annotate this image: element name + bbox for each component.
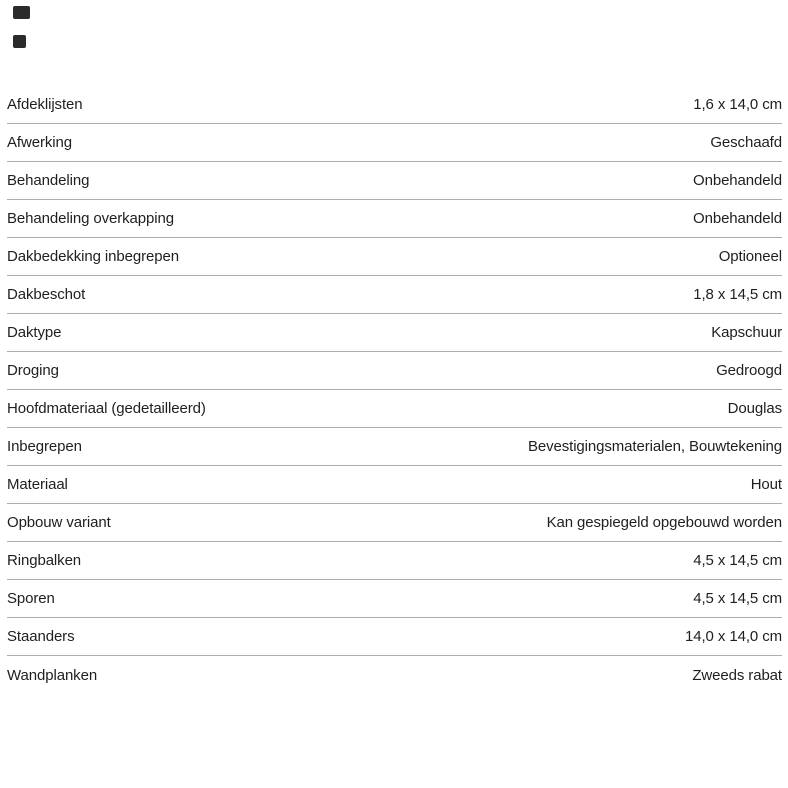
spec-label: Opbouw variant — [7, 514, 111, 531]
spec-row — [7, 162, 782, 200]
spec-value: 4,5 x 14,5 cm — [693, 590, 782, 607]
spec-label: Materiaal — [7, 476, 68, 493]
spec-value: Optioneel — [718, 248, 782, 265]
spec-value: Geschaafd — [710, 134, 782, 151]
spec-value: Onbehandeld — [693, 210, 782, 227]
spec-row — [7, 656, 782, 694]
spec-value: 4,5 x 14,5 cm — [693, 552, 782, 569]
spec-value: Douglas — [727, 400, 782, 417]
spec-label: Wandplanken — [7, 666, 98, 684]
spec-row — [7, 238, 782, 276]
spec-value: Hout — [750, 476, 782, 493]
spec-row — [7, 124, 782, 162]
spec-row — [7, 618, 782, 656]
spec-row — [7, 352, 782, 390]
spec-row — [7, 200, 782, 238]
spec-row — [7, 276, 782, 314]
spec-row — [7, 390, 782, 428]
spec-label: Behandeling overkapping — [7, 210, 174, 227]
spec-value: Bevestigingsmaterialen, Bouwtekening — [527, 438, 782, 455]
spec-value: Gedroogd — [716, 362, 782, 379]
spec-value: Zweeds rabat — [692, 666, 782, 684]
spec-value: Kan gespiegeld opgebouwd worden — [546, 514, 782, 531]
spec-label: Dakbeschot — [7, 286, 86, 303]
spec-row — [7, 504, 782, 542]
top-left-mark-small-icon — [13, 35, 26, 48]
spec-row — [7, 542, 782, 580]
spec-value: 14,0 x 14,0 cm — [685, 628, 782, 645]
spec-label: Droging — [7, 362, 59, 379]
spec-label: Sporen — [7, 590, 55, 607]
spec-value: 1,8 x 14,5 cm — [693, 286, 782, 303]
spec-row — [7, 314, 782, 352]
spec-label: Hoofdmateriaal (gedetailleerd) — [7, 400, 206, 417]
spec-row — [7, 86, 782, 124]
top-left-mark-large-icon — [13, 6, 30, 19]
spec-value: Onbehandeld — [693, 172, 782, 189]
spec-label: Dakbedekking inbegrepen — [7, 248, 179, 265]
spec-label: Afdeklijsten — [7, 96, 83, 113]
spec-row — [7, 580, 782, 618]
spec-label: Ringbalken — [7, 552, 82, 569]
spec-row — [7, 466, 782, 504]
spec-value: Kapschuur — [711, 324, 782, 341]
spec-value: 1,6 x 14,0 cm — [693, 96, 782, 113]
specification-table — [7, 86, 782, 694]
spec-label: Afwerking — [7, 134, 72, 151]
spec-label: Staanders — [7, 628, 75, 645]
spec-label: Daktype — [7, 324, 62, 341]
spec-row — [7, 428, 782, 466]
spec-label: Inbegrepen — [7, 438, 82, 455]
spec-label: Behandeling — [7, 172, 90, 189]
